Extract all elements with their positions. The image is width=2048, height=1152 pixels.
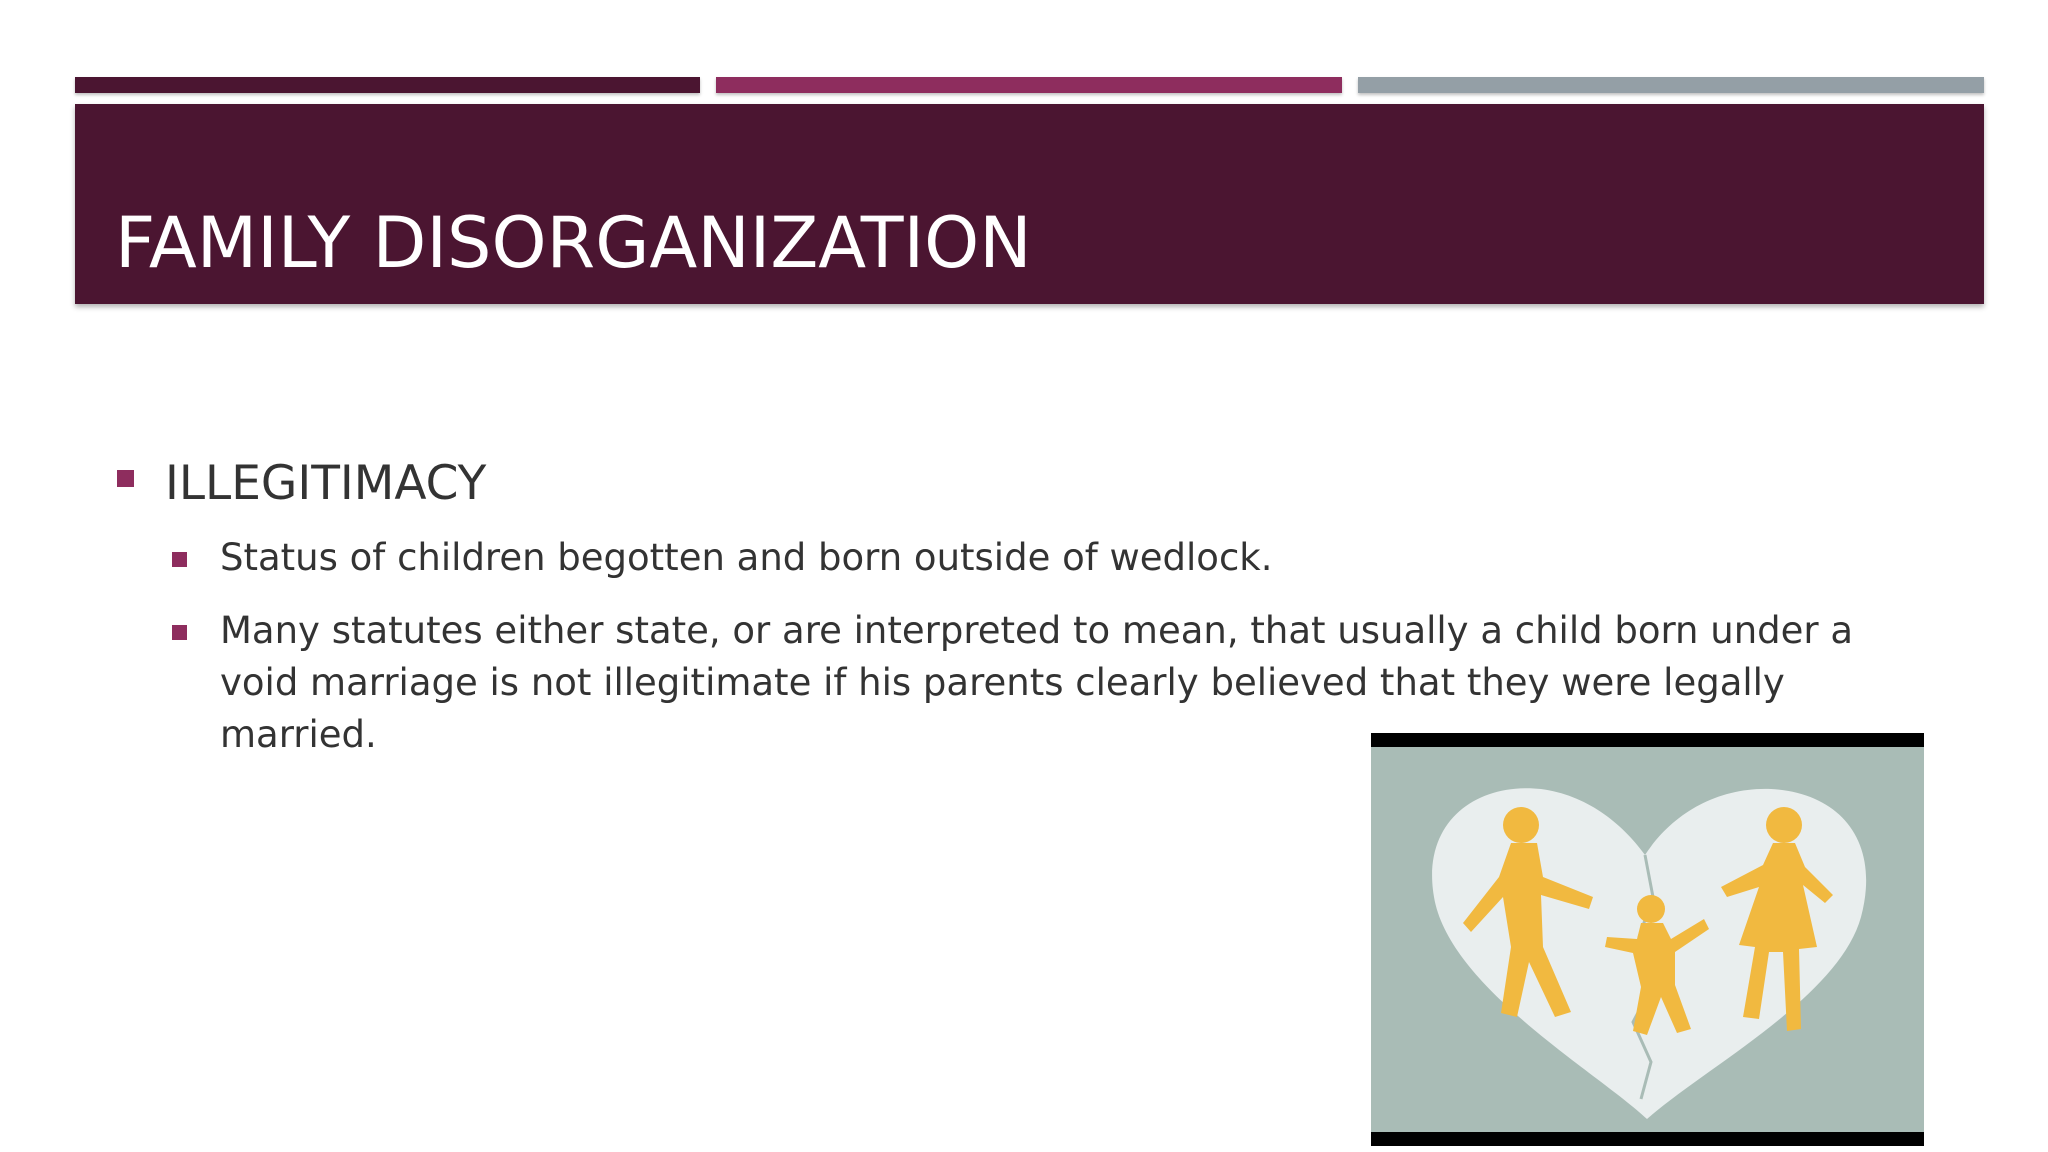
broken-heart-paper-family-icon [1371,747,1924,1132]
bullet-item-level2 [112,532,1872,584]
content-body [112,450,1872,761]
accent-bar-plum [75,77,700,93]
accent-bar-gray [1358,77,1984,93]
slide-title: FAMILY DISORGANIZATION [115,202,1032,284]
bullet-square-icon [172,625,187,640]
bullet-square-icon [172,552,187,567]
accent-bar-magenta [716,77,1342,93]
title-band [75,104,1984,304]
broken-heart-family-image [1371,733,1924,1146]
bullet-text-statutes: Many statutes either state, or are interpreted to mean, that usually a child born under a void marriage is not illegitimate if his parents clearly believed that they were legally married. [220,609,1854,756]
bullet-item-level1 [112,450,1872,520]
bullet-text-illegitimacy: ILLEGITIMACY [165,456,487,511]
bullet-square-icon [117,470,134,487]
bullet-text-definition: Status of children begotten and born outside of wedlock. [220,536,1273,579]
